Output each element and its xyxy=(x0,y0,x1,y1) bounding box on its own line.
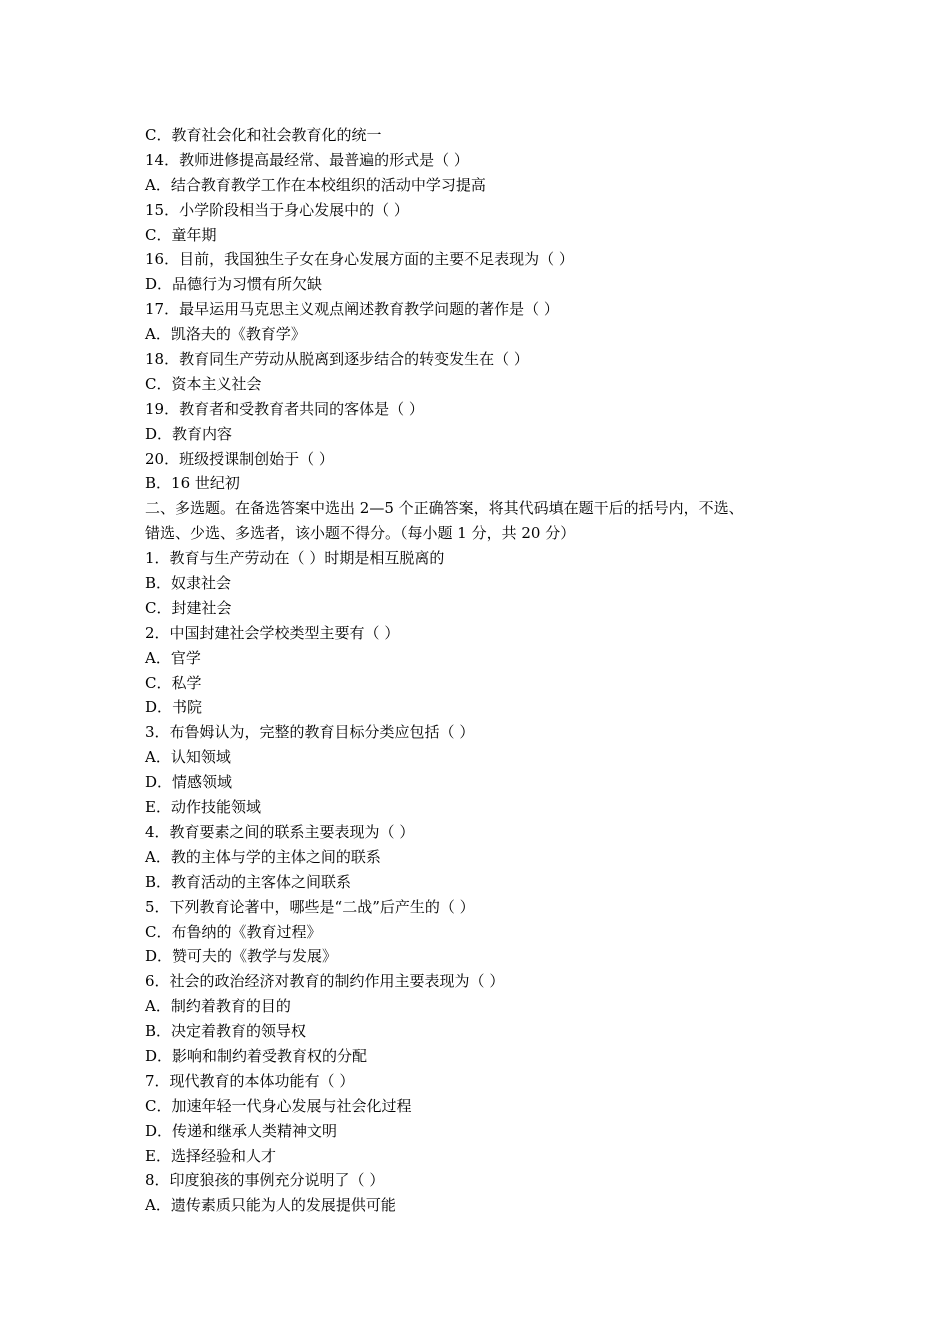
text-line: B．决定着教育的领导权 xyxy=(145,1022,307,1041)
text-line: 20．班级授课制创始于（ ） xyxy=(145,449,334,468)
text-line: 8．印度狼孩的事例充分说明了（ ） xyxy=(145,1171,385,1190)
text-line: 二、多选题。在备选答案中选出 2—5 个正确答案，将其代码填在题干后的括号内，不选、 xyxy=(145,499,744,518)
text-line: 18．教育同生产劳动从脱离到逐步结合的转变发生在（ ） xyxy=(145,350,529,369)
text-line: C．封建社会 xyxy=(145,598,232,617)
text-line: 19．教育者和受教育者共同的客体是（ ） xyxy=(145,399,424,418)
text-line: D．影响和制约着受教育权的分配 xyxy=(145,1046,368,1065)
text-line: C．加速年轻一代身心发展与社会化过程 xyxy=(145,1096,412,1115)
text-line: 15．小学阶段相当于身心发展中的（ ） xyxy=(145,200,409,219)
text-line: A．凯洛夫的《教育学》 xyxy=(145,325,306,344)
text-line: D．传递和继承人类精神文明 xyxy=(145,1121,338,1140)
text-line: A．遗传素质只能为人的发展提供可能 xyxy=(145,1196,396,1215)
text-line: E．选择经验和人才 xyxy=(145,1146,276,1165)
text-line: 16．目前，我国独生子女在身心发展方面的主要不足表现为（ ） xyxy=(145,250,574,269)
text-line: B．教育活动的主客体之间联系 xyxy=(145,872,352,891)
text-line: 错选、少选、多选者，该小题不得分。（每小题 1 分，共 20 分） xyxy=(145,524,576,543)
text-line: 1．教育与生产劳动在（ ）时期是相互脱离的 xyxy=(145,549,445,568)
text-line: A．教的主体与学的主体之间的联系 xyxy=(145,847,381,866)
text-line: C．童年期 xyxy=(145,225,217,244)
text-line: B．奴隶社会 xyxy=(145,574,232,593)
text-line: 3．布鲁姆认为，完整的教育目标分类应包括（ ） xyxy=(145,723,475,742)
text-line: 2．中国封建社会学校类型主要有（ ） xyxy=(145,623,400,642)
text-line: B．16 世纪初 xyxy=(145,474,240,493)
text-line: D．书院 xyxy=(145,698,203,717)
text-line: D．情感领域 xyxy=(145,773,233,792)
text-line: 6．社会的政治经济对教育的制约作用主要表现为（ ） xyxy=(145,972,505,991)
text-line: D．品德行为习惯有所欠缺 xyxy=(145,275,323,294)
text-line: C．教育社会化和社会教育化的统一 xyxy=(145,126,382,144)
text-line: C．资本主义社会 xyxy=(145,374,262,393)
text-line: A．结合教育教学工作在本校组织的活动中学习提高 xyxy=(145,175,486,194)
text-line: A．官学 xyxy=(145,648,201,667)
text-line: C．布鲁纳的《教育过程》 xyxy=(145,922,322,941)
text-line: C．私学 xyxy=(145,673,202,692)
text-line: 4．教育要素之间的联系主要表现为（ ） xyxy=(145,822,415,841)
text-line: 17．最早运用马克思主义观点阐述教育教学问题的著作是（ ） xyxy=(145,300,559,319)
text-line: A．认知领域 xyxy=(145,748,231,767)
document-body xyxy=(145,123,825,1218)
text-line: A．制约着教育的目的 xyxy=(145,997,291,1016)
text-line: 14．教师进修提高最经常、最普遍的形式是（ ） xyxy=(145,150,469,169)
text-line: 7．现代教育的本体功能有（ ） xyxy=(145,1071,355,1090)
text-line: D．教育内容 xyxy=(145,424,233,443)
text-line: 5．下列教育论著中，哪些是“二战”后产生的（ ） xyxy=(145,897,475,916)
text-line: D．赞可夫的《教学与发展》 xyxy=(145,947,338,966)
text-line: E．动作技能领域 xyxy=(145,798,261,817)
